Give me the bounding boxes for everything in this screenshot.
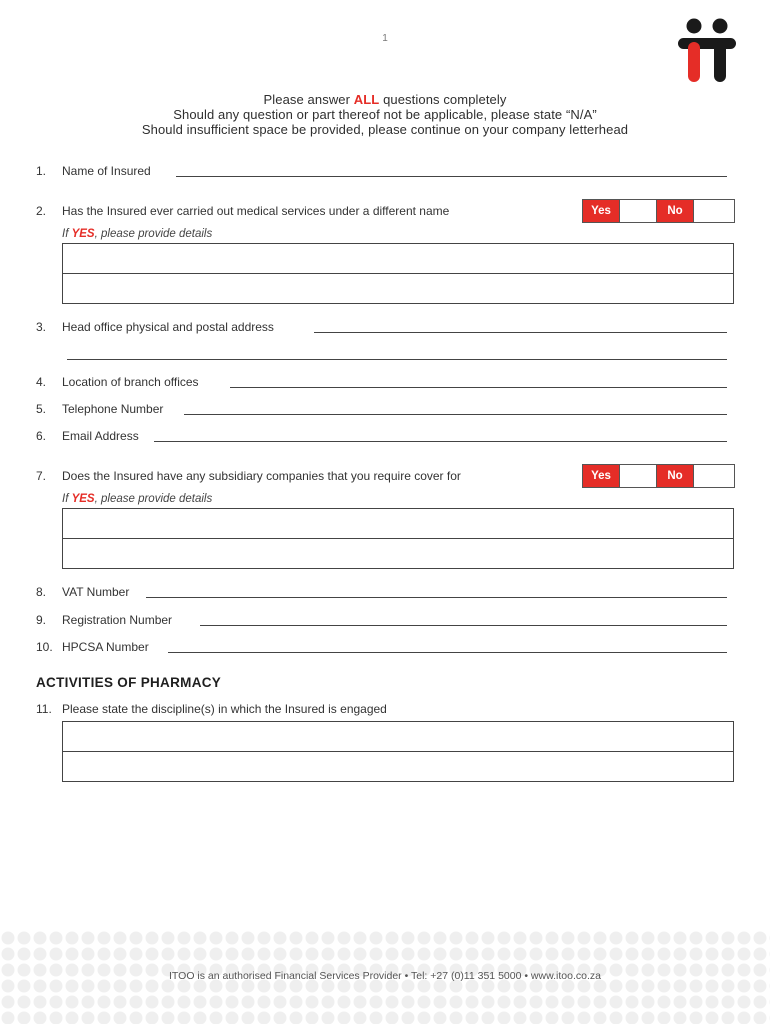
footer-contact-line: ITOO is an authorised Financial Services Provider • Tel: +27 (0)11 351 5000 • www.itoo.co.za (169, 970, 601, 982)
question-label: VAT Number (62, 585, 130, 599)
yes-checkbox[interactable] (619, 465, 657, 487)
yes-label: Yes (583, 200, 619, 222)
details-box-q2 (62, 243, 734, 304)
hpcsa-number-field[interactable] (168, 652, 727, 653)
disciplines-box (62, 721, 734, 782)
question-10 (0, 640, 190, 656)
no-label: No (657, 200, 693, 222)
question-4 (0, 375, 240, 391)
vat-number-field[interactable] (146, 597, 727, 598)
question-number: 4. (36, 375, 47, 389)
question-number: 3. (36, 320, 47, 334)
question-label: HPCSA Number (62, 640, 149, 654)
details-row-2[interactable] (63, 539, 733, 568)
question-number: 5. (36, 402, 47, 416)
question-label: Head office physical and postal address (62, 320, 274, 334)
question-9 (0, 613, 210, 629)
question-6 (0, 429, 170, 445)
if-yes-note: If YES, please provide details (62, 493, 213, 505)
yes-no-selector-q7 (582, 464, 735, 488)
question-label: Name of Insured (62, 164, 151, 178)
question-1 (0, 164, 770, 180)
branch-offices-field[interactable] (230, 387, 727, 388)
question-number: 2. (36, 204, 47, 218)
question-7 (0, 469, 560, 485)
no-checkbox[interactable] (693, 465, 734, 487)
question-label: Email Address (62, 429, 139, 443)
question-number: 9. (36, 613, 47, 627)
question-number: 11. (36, 702, 52, 716)
emphasis-all: ALL (353, 92, 380, 107)
question-11 (0, 702, 470, 718)
no-checkbox[interactable] (693, 200, 734, 222)
question-number: 7. (36, 469, 47, 483)
no-label: No (657, 465, 693, 487)
head-office-address-field[interactable] (314, 332, 727, 333)
details-row-1[interactable] (63, 509, 733, 539)
email-field[interactable] (154, 441, 727, 442)
yes-no-selector-q2 (582, 199, 735, 223)
question-label: Please state the discipline(s) in which the Insured is engaged (62, 702, 387, 716)
question-number: 10. (36, 640, 53, 654)
telephone-field[interactable] (184, 414, 727, 415)
registration-number-field[interactable] (200, 625, 727, 626)
details-row-1[interactable] (63, 244, 733, 274)
page-number: 1 (382, 33, 388, 44)
instructions-line-3: Should insufficient space be provided, please continue on your company letterhead (141, 122, 629, 137)
name-of-insured-field[interactable] (176, 176, 727, 177)
question-number: 8. (36, 585, 47, 599)
head-office-address-field-line-2[interactable] (67, 359, 727, 360)
details-row-1[interactable] (63, 722, 733, 752)
details-box-q7 (62, 508, 734, 569)
yes-checkbox[interactable] (619, 200, 657, 222)
question-8 (0, 585, 160, 601)
question-label: Has the Insured ever carried out medical services under a different name (62, 204, 450, 218)
details-row-2[interactable] (63, 274, 733, 303)
instructions-line-2: Should any question or part thereof not be applicable, please state “N/A” (173, 107, 597, 122)
itoo-logo-icon (676, 18, 738, 84)
question-number: 6. (36, 429, 47, 443)
instructions (0, 92, 770, 137)
question-3 (0, 320, 330, 336)
question-5 (0, 402, 200, 418)
yes-label: Yes (583, 465, 619, 487)
question-label: Registration Number (62, 613, 173, 627)
instructions-line-1: Please answer ALL questions completely (263, 92, 507, 107)
question-label: Does the Insured have any subsidiary companies that you require cover for (62, 469, 461, 483)
if-yes-note: If YES, please provide details (62, 228, 213, 240)
question-2 (0, 204, 560, 220)
details-row-2[interactable] (63, 752, 733, 781)
question-label: Location of branch offices (62, 375, 199, 389)
question-number: 1. (36, 164, 47, 178)
question-label: Telephone Number (62, 402, 164, 416)
section-heading: ACTIVITIES OF PHARMACY (36, 675, 222, 690)
